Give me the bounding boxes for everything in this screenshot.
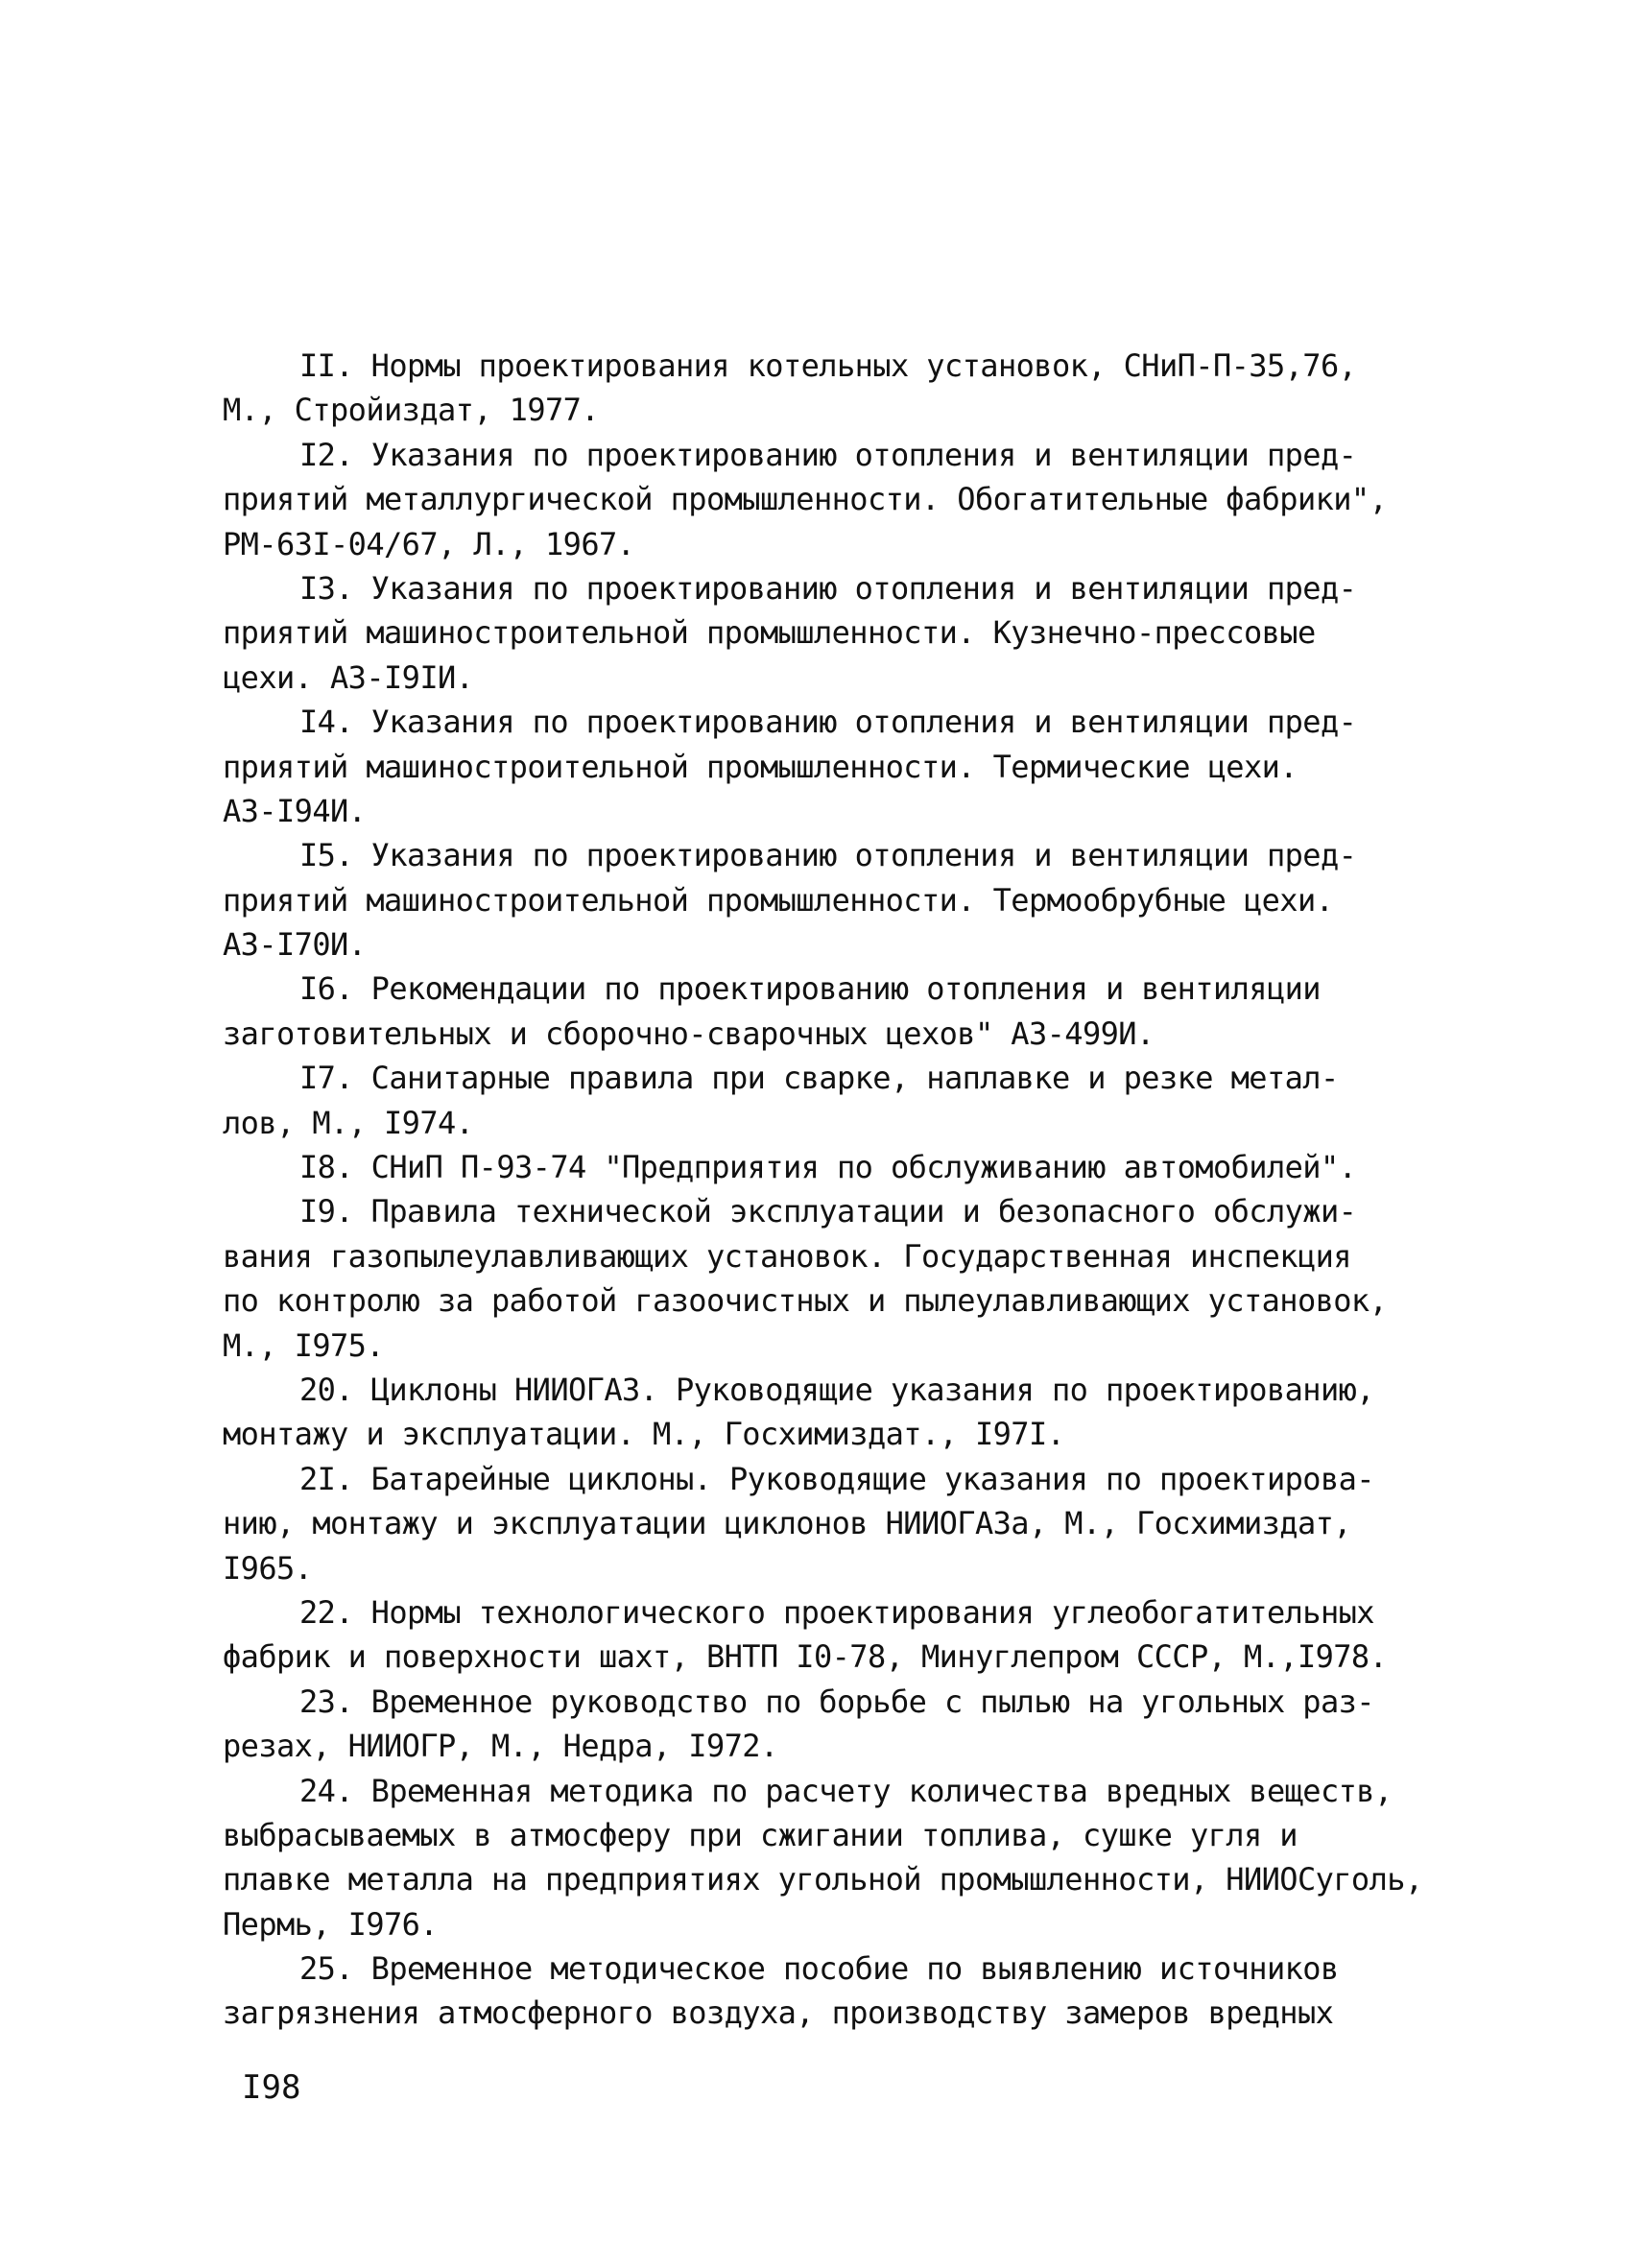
text-line: I9. Правила технической эксплуатации и безопасного обслужи-	[299, 1193, 1357, 1230]
text-line: цехи. АЗ-I9IИ.	[223, 658, 474, 696]
text-line: II. Нормы проектирования котельных установок, СНиП-П-35,76,	[299, 347, 1357, 384]
text-line: Пермь, I976.	[223, 1905, 438, 1943]
text-line: М., Стройиздат, 1977.	[223, 392, 599, 429]
text-line: I4. Указания по проектированию отопления и вентиляции пред-	[299, 704, 1357, 741]
text-line: плавке металла на предприятиях угольной промышленности, НИИОСуголь,	[223, 1861, 1423, 1898]
text-line: вания газопылеулавливающих установок. Государственная инспекция	[223, 1237, 1351, 1275]
text-line: I3. Указания по проектированию отопления и вентиляции пред-	[299, 569, 1357, 607]
text-line: I6. Рекомендации по проектированию отопления и вентиляции	[299, 970, 1321, 1008]
text-line: АЗ-I70И.	[223, 926, 367, 964]
text-line: приятий машиностроительной промышленности. Термообрубные цехи.	[223, 881, 1334, 919]
text-line: приятий машиностроительной промышленности. Термические цехи.	[223, 748, 1298, 785]
text-line: 23. Временное руководство по борьбе с пылью на угольных раз-	[299, 1683, 1374, 1720]
text-line: РМ-63I-04/67, Л., 1967.	[223, 525, 635, 562]
text-line: 24. Временная методика по расчету количества вредных веществ,	[299, 1772, 1393, 1809]
text-line: монтажу и эксплуатации. М., Госхимиздат., I97I.	[223, 1416, 1065, 1453]
text-line: I2. Указания по проектированию отопления и вентиляции пред-	[299, 436, 1357, 473]
text-line: АЗ-I94И.	[223, 792, 367, 829]
text-line: заготовительных и сборочно-сварочных цехов" АЗ-499И.	[223, 1015, 1155, 1052]
text-line: 22. Нормы технологического проектирования углеобогатительных	[299, 1593, 1374, 1631]
text-line: I965.	[223, 1549, 313, 1587]
text-line: фабрик и поверхности шахт, ВНТП I0-78, Минуглепром СССР, М.,I978.	[223, 1638, 1388, 1676]
text-line: приятий металлургической промышленности. Обогатительные фабрики",	[223, 481, 1388, 518]
text-line: М., I975.	[223, 1326, 384, 1364]
text-line: лов, М., I974.	[223, 1104, 474, 1141]
text-line: загрязнения атмосферного воздуха, производству замеров вредных	[223, 1994, 1334, 2032]
text-line: резах, НИИОГР, М., Недра, I972.	[223, 1728, 778, 1765]
text-line: 2I. Батарейные циклоны. Руководящие указания по проектирова-	[299, 1460, 1374, 1497]
text-line: 25. Временное методическое пособие по выявлению источников	[299, 1950, 1339, 1988]
bibliography-list	[223, 344, 1461, 2036]
text-line: приятий машиностроительной промышленности. Кузнечно-прессовые	[223, 614, 1316, 652]
text-line: I8. СНиП П-93-74 "Предприятия по обслуживанию автомобилей".	[299, 1149, 1357, 1186]
text-line: I7. Санитарные правила при сварке, наплавке и резке метал-	[299, 1060, 1339, 1097]
text-line: I5. Указания по проектированию отопления и вентиляции пред-	[299, 837, 1357, 874]
text-line: выбрасываемых в атмосферу при сжигании топлива, сушке угля и	[223, 1816, 1298, 1853]
text-line: 20. Циклоны НИИОГАЗ. Руководящие указания по проектированию,	[299, 1371, 1374, 1408]
text-line: нию, монтажу и эксплуатации циклонов НИИОГАЗа, М., Госхимиздат,	[223, 1505, 1351, 1542]
text-line: по контролю за работой газоочистных и пылеулавливающих установок,	[223, 1282, 1388, 1320]
page-number: I98	[242, 2068, 301, 2107]
